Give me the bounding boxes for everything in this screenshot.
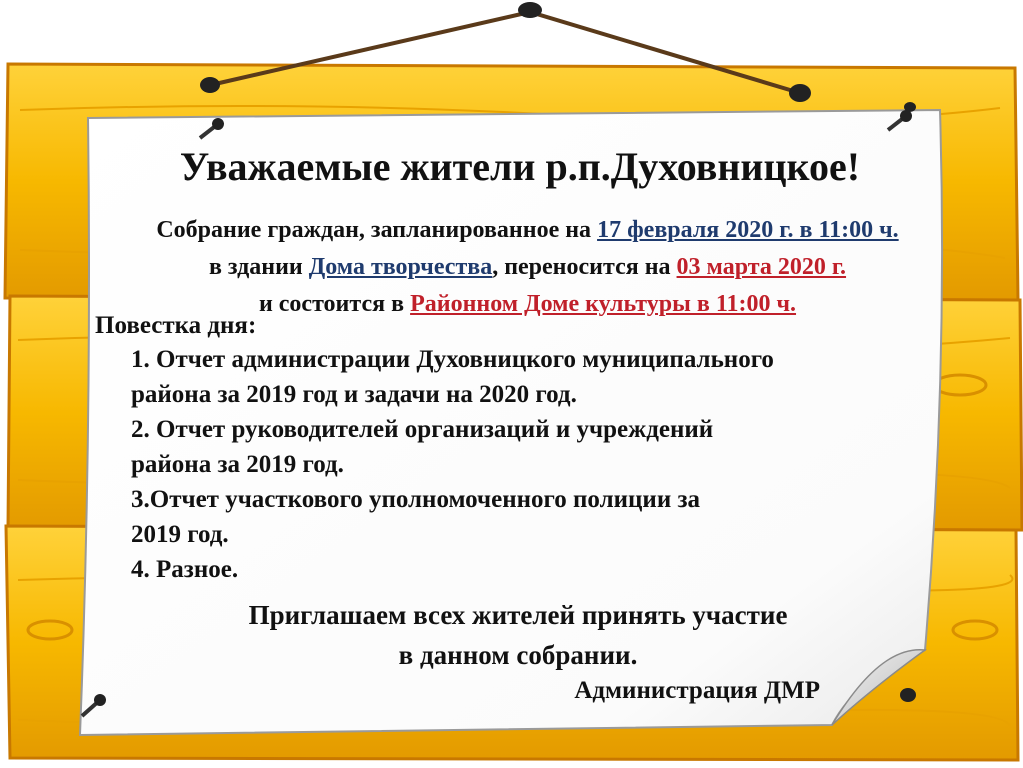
original-date: 17 февраля 2020 г. в 11:00 ч. [597,217,899,243]
invitation-line-2: в данном собрании. [398,640,638,670]
agenda-line: района за 2019 год. [131,451,344,478]
meeting-notice [60,212,995,323]
agenda-line: района за 2019 год и задачи на 2020 год. [131,381,577,408]
agenda-list [131,342,931,587]
notice-line-2: в здании Дома творчества, переносится на 03 марта 2020 г. [208,254,847,280]
agenda-line: 2. Отчет руководителей организаций и учреждений [131,416,714,443]
new-place: Районном Доме культуры в 11:00 ч. [410,291,797,317]
notice-line-1: Собрание граждан, запланированное на 17 февраля 2020 г. в 11:00 ч. [156,217,899,243]
notice-line-3: и состоится в Районном Доме культуры в 11:00 ч. [258,291,797,317]
invitation [0,595,1023,675]
agenda-line: 3.Отчет участкового уполномоченного полиции за [131,486,701,513]
agenda-line: 2019 год. [131,521,229,548]
agenda-heading: Повестка дня: [95,312,257,339]
invitation-line-1: Приглашаем всех жителей принять участие [248,600,788,630]
new-date: 03 марта 2020 г. [676,254,847,280]
signature: Администрация ДМР [574,677,820,704]
agenda-line: 1. Отчет администрации Духовницкого муниципального [131,346,774,373]
agenda-line: 4. Разное. [131,556,239,583]
original-place: Дома творчества [308,254,493,280]
page-title: Уважаемые жители р.п.Духовницкое! [179,144,861,189]
